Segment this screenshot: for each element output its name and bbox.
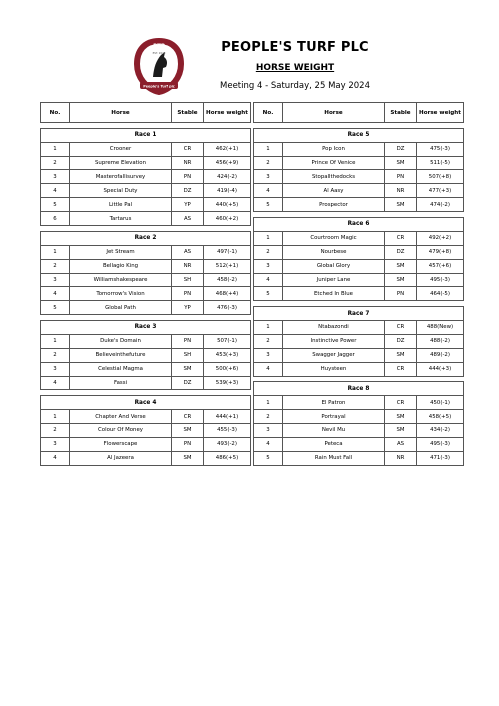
horse-name: Al Jazeera <box>70 451 172 465</box>
header-weight: Horse weight <box>204 103 251 123</box>
horse-name: Stopallthedocks <box>283 170 385 184</box>
horse-name: Etched In Blue <box>283 287 385 301</box>
race-title-row <box>41 320 251 334</box>
header-stable: Stable <box>385 103 417 123</box>
stable-code: NR <box>385 451 417 465</box>
table-row <box>41 245 251 259</box>
stable-code: PN <box>172 334 204 348</box>
runner-number: 5 <box>254 198 283 212</box>
table-row <box>254 156 464 170</box>
runner-number: 3 <box>41 437 70 451</box>
horse-name: Portrayal <box>283 410 385 424</box>
runner-number: 6 <box>41 212 70 226</box>
race-title-row <box>254 217 464 231</box>
horse-weight: 458(+5) <box>417 410 464 424</box>
runner-number: 4 <box>41 376 70 390</box>
table-row <box>254 245 464 259</box>
stable-code: PN <box>385 287 417 301</box>
runner-number: 5 <box>254 451 283 465</box>
stable-code: CR <box>172 142 204 156</box>
table-row <box>254 184 464 198</box>
horse-name: Juniper Lane <box>283 273 385 287</box>
table-row <box>254 410 464 424</box>
horse-name: Swagger Jagger <box>283 348 385 362</box>
race-title: Race 8 <box>254 382 464 396</box>
runner-number: 2 <box>41 156 70 170</box>
horse-weight: 464(-5) <box>417 287 464 301</box>
horse-weight: 434(-2) <box>417 424 464 438</box>
table-row <box>41 184 251 198</box>
runner-number: 2 <box>41 259 70 273</box>
horse-name: Prospector <box>283 198 385 212</box>
table-row <box>254 362 464 376</box>
runner-number: 2 <box>254 245 283 259</box>
race-title: Race 6 <box>254 217 464 231</box>
table-row <box>41 259 251 273</box>
header-horse: Horse <box>70 103 172 123</box>
horse-weight: 477(+3) <box>417 184 464 198</box>
runner-number: 2 <box>254 334 283 348</box>
horse-name: Supreme Elevation <box>70 156 172 170</box>
race-title: Race 3 <box>41 320 251 334</box>
table-row <box>41 287 251 301</box>
horse-name: Celestial Magma <box>70 362 172 376</box>
left-race-table <box>40 102 246 466</box>
horse-weight: 507(-1) <box>204 334 251 348</box>
horse-weight: 507(+8) <box>417 170 464 184</box>
runner-number: 3 <box>254 170 283 184</box>
stable-code: DZ <box>385 245 417 259</box>
horse-weight: 492(+2) <box>417 231 464 245</box>
runner-number: 1 <box>41 410 70 424</box>
table-row <box>41 410 251 424</box>
horse-name: Fassi <box>70 376 172 390</box>
runner-number: 2 <box>41 348 70 362</box>
horse-weight: 511(-5) <box>417 156 464 170</box>
horse-name: Chapter And Verse <box>70 410 172 424</box>
horse-name: Courtroom Magic <box>283 231 385 245</box>
horse-name: Williamshakespeare <box>70 273 172 287</box>
horse-weight: 455(-3) <box>204 424 251 438</box>
race-title-row <box>254 128 464 142</box>
horse-weight: 475(-3) <box>417 142 464 156</box>
stable-code: PN <box>172 437 204 451</box>
stable-code: CR <box>385 231 417 245</box>
horse-weight: 486(+5) <box>204 451 251 465</box>
header-horse: Horse <box>283 103 385 123</box>
stable-code: PN <box>385 170 417 184</box>
document-subtitle: HORSE WEIGHT <box>255 63 335 73</box>
horse-name: Rain Must Fall <box>283 451 385 465</box>
horse-weight: 462(+1) <box>204 142 251 156</box>
runner-number: 3 <box>254 259 283 273</box>
stable-code: SM <box>385 259 417 273</box>
runner-number: 2 <box>254 156 283 170</box>
horse-name: Tomorrow's Vision <box>70 287 172 301</box>
horse-name: Special Duty <box>70 184 172 198</box>
stable-code: AS <box>172 212 204 226</box>
horse-name: Flowerscape <box>70 437 172 451</box>
header-no: No. <box>254 103 283 123</box>
table-row <box>41 348 251 362</box>
horse-weight: 476(-3) <box>204 301 251 315</box>
stable-code: SM <box>385 156 417 170</box>
race-title-row <box>254 382 464 396</box>
table-row <box>254 334 464 348</box>
horse-weight: 460(+2) <box>204 212 251 226</box>
race-title: Race 5 <box>254 128 464 142</box>
horse-weight: 495(-3) <box>417 437 464 451</box>
stable-code: SH <box>172 348 204 362</box>
svg-text:PTP: PTP <box>153 43 165 50</box>
runner-number: 3 <box>41 362 70 376</box>
horse-name: Ntabazondi <box>283 320 385 334</box>
horse-name: Jet Stream <box>70 245 172 259</box>
horse-name: Prince Of Venice <box>283 156 385 170</box>
runner-number: 1 <box>254 396 283 410</box>
horse-name: Believeinthefuture <box>70 348 172 362</box>
horse-name: Peteca <box>283 437 385 451</box>
stable-code: DZ <box>385 142 417 156</box>
table-row <box>41 376 251 390</box>
runner-number: 4 <box>254 437 283 451</box>
horse-weight: 458(-2) <box>204 273 251 287</box>
table-row <box>41 362 251 376</box>
runner-number: 4 <box>41 287 70 301</box>
horse-weight: 419(-4) <box>204 184 251 198</box>
stable-code: PN <box>172 287 204 301</box>
table-row <box>41 170 251 184</box>
company-title: PEOPLE'S TURF PLC <box>221 40 369 55</box>
runner-number: 1 <box>254 320 283 334</box>
horse-weight: 444(+1) <box>204 410 251 424</box>
runner-number: 2 <box>254 410 283 424</box>
horse-weight: 489(-2) <box>417 348 464 362</box>
horse-weight: 488(-2) <box>417 334 464 348</box>
meeting-info: Meeting 4 - Saturday, 25 May 2024 <box>220 81 370 91</box>
table-row <box>254 320 464 334</box>
stable-code: CR <box>172 410 204 424</box>
horse-weight: 440(+5) <box>204 198 251 212</box>
runner-number: 4 <box>254 184 283 198</box>
table-row <box>254 396 464 410</box>
horse-name: Bellagio King <box>70 259 172 273</box>
horse-weight: 456(+9) <box>204 156 251 170</box>
race-title-row <box>254 307 464 321</box>
header-no: No. <box>41 103 70 123</box>
horse-weight: 471(-3) <box>417 451 464 465</box>
stable-code: SM <box>385 410 417 424</box>
horse-weight: 539(+3) <box>204 376 251 390</box>
runner-number: 3 <box>41 170 70 184</box>
horse-name: Tartarus <box>70 212 172 226</box>
horse-weight: 500(+6) <box>204 362 251 376</box>
horse-name: Crooner <box>70 142 172 156</box>
stable-code: SH <box>172 273 204 287</box>
stable-code: YP <box>172 301 204 315</box>
horse-weight: 512(+1) <box>204 259 251 273</box>
stable-code: SM <box>385 424 417 438</box>
horse-weight: 495(-3) <box>417 273 464 287</box>
race-title: Race 1 <box>41 128 251 142</box>
table-row <box>41 212 251 226</box>
table-row <box>254 348 464 362</box>
stable-code: SM <box>385 198 417 212</box>
table-row <box>254 170 464 184</box>
table-row <box>254 231 464 245</box>
race-title-row <box>41 396 251 410</box>
table-row <box>254 451 464 465</box>
horse-name: El Patron <box>283 396 385 410</box>
race-title: Race 2 <box>41 231 251 245</box>
stable-code: NR <box>172 156 204 170</box>
stable-code: SM <box>172 451 204 465</box>
race-title-row <box>41 231 251 245</box>
runner-number: 4 <box>254 273 283 287</box>
horse-weight: 497(-1) <box>204 245 251 259</box>
horse-name: Masterofallisurvey <box>70 170 172 184</box>
stable-code: SM <box>385 273 417 287</box>
table-row <box>41 424 251 438</box>
table-row <box>41 451 251 465</box>
stable-code: YP <box>172 198 204 212</box>
horse-name: Little Pal <box>70 198 172 212</box>
stable-code: SM <box>172 362 204 376</box>
horse-weight: 424(-2) <box>204 170 251 184</box>
table-row <box>41 334 251 348</box>
stable-code: AS <box>385 437 417 451</box>
horse-weight: 453(+3) <box>204 348 251 362</box>
table-row <box>41 142 251 156</box>
runner-number: 4 <box>254 362 283 376</box>
runner-number: 1 <box>254 142 283 156</box>
stable-code: NR <box>385 184 417 198</box>
horse-name: Nevil Mu <box>283 424 385 438</box>
stable-code: DZ <box>385 334 417 348</box>
table-row <box>41 437 251 451</box>
horse-name: Nourbese <box>283 245 385 259</box>
svg-text:EST. 2020: EST. 2020 <box>152 52 166 55</box>
right-race-table <box>253 102 459 466</box>
runner-number: 3 <box>254 424 283 438</box>
race-title: Race 7 <box>254 307 464 321</box>
header-weight: Horse weight <box>417 103 464 123</box>
header-row <box>254 103 464 123</box>
horse-weight: 474(-2) <box>417 198 464 212</box>
table-row <box>254 259 464 273</box>
table-row <box>254 287 464 301</box>
table-row <box>254 424 464 438</box>
horse-weight: 457(+6) <box>417 259 464 273</box>
runner-number: 5 <box>41 198 70 212</box>
race-title-row <box>41 128 251 142</box>
horse-name: Huysteen <box>283 362 385 376</box>
horse-weight: 468(+4) <box>204 287 251 301</box>
runner-number: 2 <box>41 424 70 438</box>
company-logo <box>134 37 184 95</box>
table-row <box>254 437 464 451</box>
stable-code: AS <box>172 245 204 259</box>
horse-weight: 444(+3) <box>417 362 464 376</box>
horse-weight: 479(+8) <box>417 245 464 259</box>
runner-number: 4 <box>41 184 70 198</box>
runner-number: 1 <box>254 231 283 245</box>
horse-name: Global Glory <box>283 259 385 273</box>
horse-weight: 493(-2) <box>204 437 251 451</box>
horse-name: Global Path <box>70 301 172 315</box>
table-row <box>41 198 251 212</box>
horse-name: Colour Of Money <box>70 424 172 438</box>
stable-code: DZ <box>172 184 204 198</box>
horse-name: Instinctive Power <box>283 334 385 348</box>
horse-name: Al Aasy <box>283 184 385 198</box>
horse-weight: 450(-1) <box>417 396 464 410</box>
table-row <box>254 273 464 287</box>
runner-number: 1 <box>41 334 70 348</box>
table-row <box>41 273 251 287</box>
runner-number: 1 <box>41 142 70 156</box>
stable-code: PN <box>172 170 204 184</box>
table-row <box>41 156 251 170</box>
runner-number: 5 <box>41 301 70 315</box>
stable-code: CR <box>385 320 417 334</box>
stable-code: DZ <box>172 376 204 390</box>
stable-code: NR <box>172 259 204 273</box>
header-row <box>41 103 251 123</box>
runner-number: 5 <box>254 287 283 301</box>
table-row <box>41 301 251 315</box>
runner-number: 3 <box>254 348 283 362</box>
horse-name: Pop Icon <box>283 142 385 156</box>
stable-code: CR <box>385 396 417 410</box>
stable-code: CR <box>385 362 417 376</box>
stable-code: SM <box>385 348 417 362</box>
runner-number: 1 <box>41 245 70 259</box>
horse-name: Duke's Domain <box>70 334 172 348</box>
runner-number: 3 <box>41 273 70 287</box>
race-title: Race 4 <box>41 396 251 410</box>
horse-weight: 488(New) <box>417 320 464 334</box>
stable-code: SM <box>172 424 204 438</box>
table-row <box>254 142 464 156</box>
svg-text:People's Turf plc: People's Turf plc <box>143 84 175 89</box>
table-row <box>254 198 464 212</box>
header-stable: Stable <box>172 103 204 123</box>
runner-number: 4 <box>41 451 70 465</box>
